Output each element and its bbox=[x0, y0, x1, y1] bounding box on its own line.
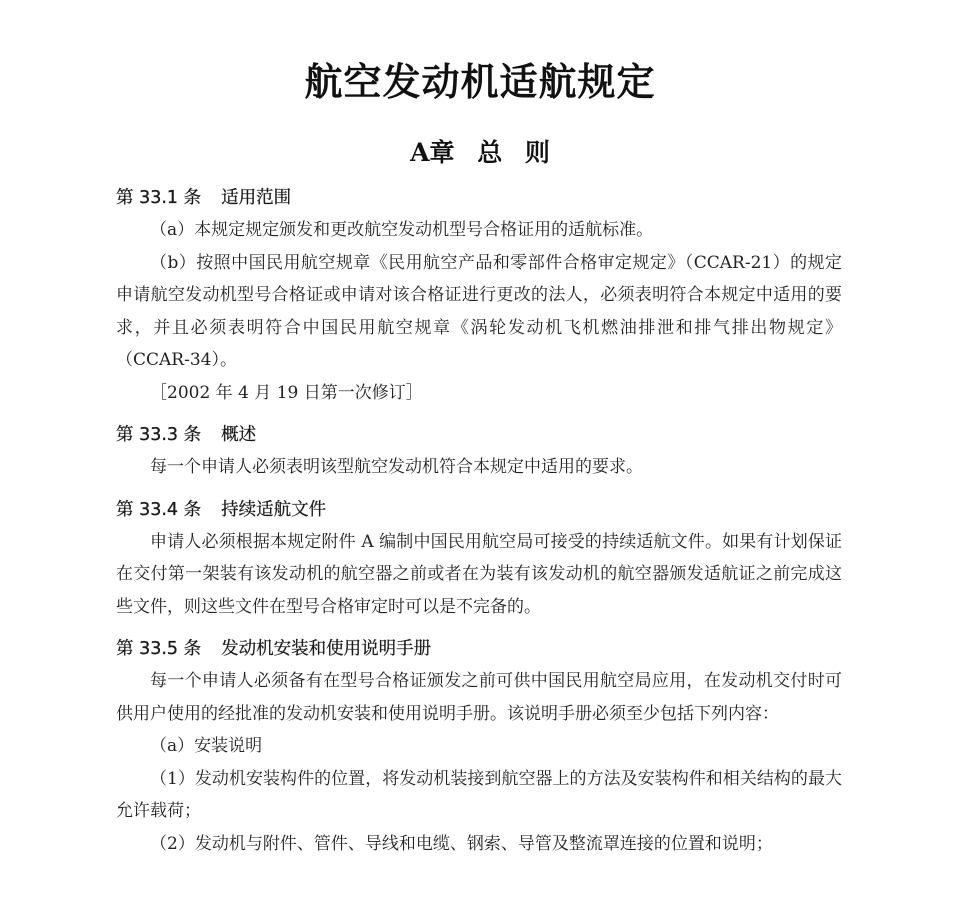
paragraph: 每一个申请人必须备有在型号合格证颁发之前可供中国民用航空局应用，在发动机交付时可供用户使用的经批准的发动机安装和使用说明手册。该说明手册必须至少包括下列内容： bbox=[116, 671, 842, 724]
article-heading bbox=[116, 633, 842, 665]
article-title: 适用范围 bbox=[221, 188, 292, 208]
article-number: 第 33.3 条 bbox=[116, 425, 202, 445]
paragraph: （b）按照中国民用航空规章《民用航空产品和零部件合格审定规定》（CCAR-21）的规定申请航空发动机型号合格证或申请对该合格证进行更改的法人，必须表明符合本规定中适用的要求，并且必须表明符合中国民用航空规章《涡轮发动机飞机燃油排泄和排气排出物规定》（CCAR-34）。 bbox=[116, 252, 842, 370]
article-33-4 bbox=[116, 494, 842, 624]
amendment-note: ［2002 年 4 月 19 日第一次修订］ bbox=[150, 382, 423, 403]
article-number: 第 33.1 条 bbox=[116, 188, 202, 208]
article-33-5 bbox=[116, 633, 842, 860]
paragraph: （1）发动机安装构件的位置，将发动机装接到航空器上的方法及安装构件和相关结构的最大允许载荷； bbox=[116, 768, 842, 821]
paragraph: （2）发动机与附件、管件、导线和电缆、钢索、导管及整流罩连接的位置和说明； bbox=[150, 833, 773, 854]
article-number: 第 33.5 条 bbox=[116, 639, 202, 659]
paragraph: 每一个申请人必须表明该型航空发动机符合本规定中适用的要求。 bbox=[150, 457, 643, 477]
article-heading bbox=[116, 419, 842, 451]
paragraph: （a）安装说明 bbox=[150, 736, 263, 756]
article-title: 持续适航文件 bbox=[221, 499, 327, 520]
article-heading bbox=[116, 494, 842, 526]
chapter-title: A章 总 则 bbox=[410, 138, 550, 167]
document-body bbox=[116, 182, 842, 860]
paragraph: 申请人必须根据本规定附件 A 编制中国民用航空局可接受的持续适航文件。如果有计划保证在交付第一架装有该发动机的航空器之前或者在为装有该发动机的航空器颁发适航证之前完成这些文件，则这些文件在型号合格审定时可以是不完备的。 bbox=[116, 531, 842, 617]
article-title: 发动机安装和使用说明手册 bbox=[221, 639, 432, 659]
paragraph: （a）本规定规定颁发和更改航空发动机型号合格证用的适航标准。 bbox=[150, 220, 654, 240]
document-title: 航空发动机适航规定 bbox=[304, 59, 656, 104]
article-33-3 bbox=[116, 419, 842, 484]
article-33-1 bbox=[116, 182, 842, 409]
article-title: 概述 bbox=[221, 425, 257, 445]
article-heading bbox=[116, 182, 842, 214]
article-number: 第 33.4 条 bbox=[116, 499, 202, 520]
